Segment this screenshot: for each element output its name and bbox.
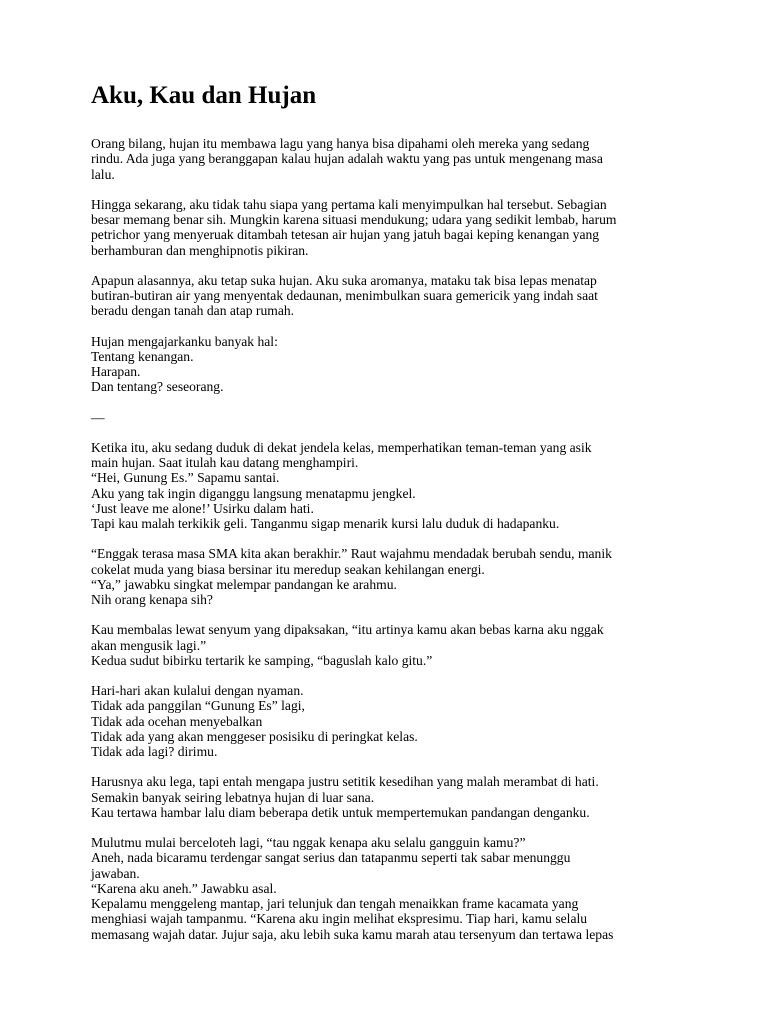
text-line: Nih orang kenapa sih?: [91, 592, 213, 607]
text-line: jawaban.: [91, 865, 140, 881]
text-line: Tentang kenangan.: [91, 348, 194, 364]
text-line: Dan tentang? seseorang.: [91, 379, 224, 395]
text-line: ‘Just leave me alone!’ Usirku dalam hati.: [91, 500, 314, 516]
text-line: Harapan.: [91, 364, 141, 379]
text-line: beradu dengan tanah dan atap rumah.: [91, 303, 295, 319]
text-line: main hujan. Saat itulah kau datang menghampiri.: [91, 455, 359, 470]
document-title: Aku, Kau dan Hujan: [91, 82, 317, 109]
paragraph: [91, 835, 681, 942]
text-line: Hingga sekarang, aku tidak tahu siapa yang pertama kali menyimpulkan hal tersebut. Sebagian: [91, 196, 607, 212]
paragraph: [91, 774, 681, 820]
text-line: Kedua sudut bibirku tertarik ke samping, “baguslah kalo gitu.”: [91, 652, 433, 668]
text-line: lalu.: [91, 166, 115, 182]
text-line: Hujan mengajarkanku banyak hal:: [91, 333, 278, 349]
text-line: Tidak ada lagi? dirimu.: [91, 744, 218, 759]
paragraph: [91, 334, 681, 395]
text-line: Tidak ada ocehan menyebalkan: [91, 713, 263, 729]
paragraph: [91, 197, 681, 258]
paragraph: [91, 546, 681, 607]
text-line: akan mengusik lagi.”: [91, 637, 207, 653]
text-line: Semakin banyak seiring lebatnya hujan di luar sana.: [91, 789, 375, 805]
text-line: Harusnya aku lega, tapi entah mengapa justru setitik kesedihan yang malah merambat di hati.: [91, 774, 599, 790]
text-line: Kau membalas lewat senyum yang dipaksakan, “itu artinya kamu akan bebas karna aku nggak: [91, 622, 604, 638]
text-line: Aneh, nada bicaramu terdengar sangat serius dan tatapanmu seperti tak sabar menunggu: [91, 850, 571, 866]
text-line: rindu. Ada juga yang beranggapan kalau hujan adalah waktu yang pas untuk mengenang masa: [91, 151, 603, 167]
text-line: besar memang benar sih. Mungkin karena situasi mendukung; udara yang sedikit lembab, harum: [91, 212, 617, 227]
text-line: petrichor yang menyeruak ditambah tetesan air hujan yang jatuh bagai keping kenangan yang: [91, 227, 600, 243]
text-line: Apapun alasannya, aku tetap suka hujan. Aku suka aromanya, mataku tak bisa lepas menatap: [91, 272, 597, 288]
paragraph: [91, 273, 681, 319]
text-line: menghiasi wajah tampanmu. “Karena aku ingin melihat ekspresimu. Tiap hari, kamu selalu: [91, 911, 588, 927]
text-line: Mulutmu mulai berceloteh lagi, “tau nggak kenapa aku selalu gangguin kamu?”: [91, 835, 526, 850]
text-line: Tidak ada yang akan menggeser posisiku di peringkat kelas.: [91, 728, 418, 744]
document-body: [91, 136, 681, 942]
text-line: Tidak ada panggilan “Gunung Es” lagi,: [91, 698, 305, 714]
text-line: “Enggak terasa masa SMA kita akan berakhir.” Raut wajahmu mendadak berubah sendu, manik: [91, 546, 612, 562]
text-line: “Ya,” jawabku singkat melempar pandangan ke arahmu.: [91, 576, 397, 592]
paragraph: [91, 440, 681, 532]
text-line: —: [91, 409, 105, 425]
paragraph: [91, 410, 681, 425]
text-line: Kau tertawa hambar lalu diam beberapa detik untuk mempertemukan pandangan denganku.: [91, 804, 590, 820]
text-line: Tapi kau malah terkikik geli. Tanganmu sigap menarik kursi lalu duduk di hadapanku.: [91, 516, 560, 531]
text-line: Kepalamu menggeleng mantap, jari telunjuk dan tengah menaikkan frame kacamata yang: [91, 896, 579, 911]
text-line: cokelat muda yang biasa bersinar itu meredup seakan kehilangan energi.: [91, 561, 485, 577]
text-line: memasang wajah datar. Jujur saja, aku lebih suka kamu marah atau tersenyum dan tertawa lepas: [91, 926, 614, 942]
text-line: “Hei, Gunung Es.” Sapamu santai.: [91, 470, 280, 486]
text-line: Aku yang tak ingin diganggu langsung menatapmu jengkel.: [91, 485, 416, 501]
document-page: [91, 80, 681, 957]
paragraph: [91, 622, 681, 668]
paragraph: [91, 683, 681, 759]
text-line: “Karena aku aneh.” Jawabku asal.: [91, 880, 277, 896]
text-line: Hari-hari akan kulalui dengan nyaman.: [91, 683, 304, 698]
text-line: berhamburan dan menghipnotis pikiran.: [91, 242, 309, 258]
text-line: Orang bilang, hujan itu membawa lagu yang hanya bisa dipahami oleh mereka yang sedang: [91, 136, 590, 151]
paragraph: [91, 136, 681, 182]
text-line: butiran-butiran air yang menyentak dedaunan, menimbulkan suara gemericik yang indah saat: [91, 288, 598, 303]
text-line: Ketika itu, aku sedang duduk di dekat jendela kelas, memperhatikan teman-teman yang asik: [91, 439, 592, 455]
